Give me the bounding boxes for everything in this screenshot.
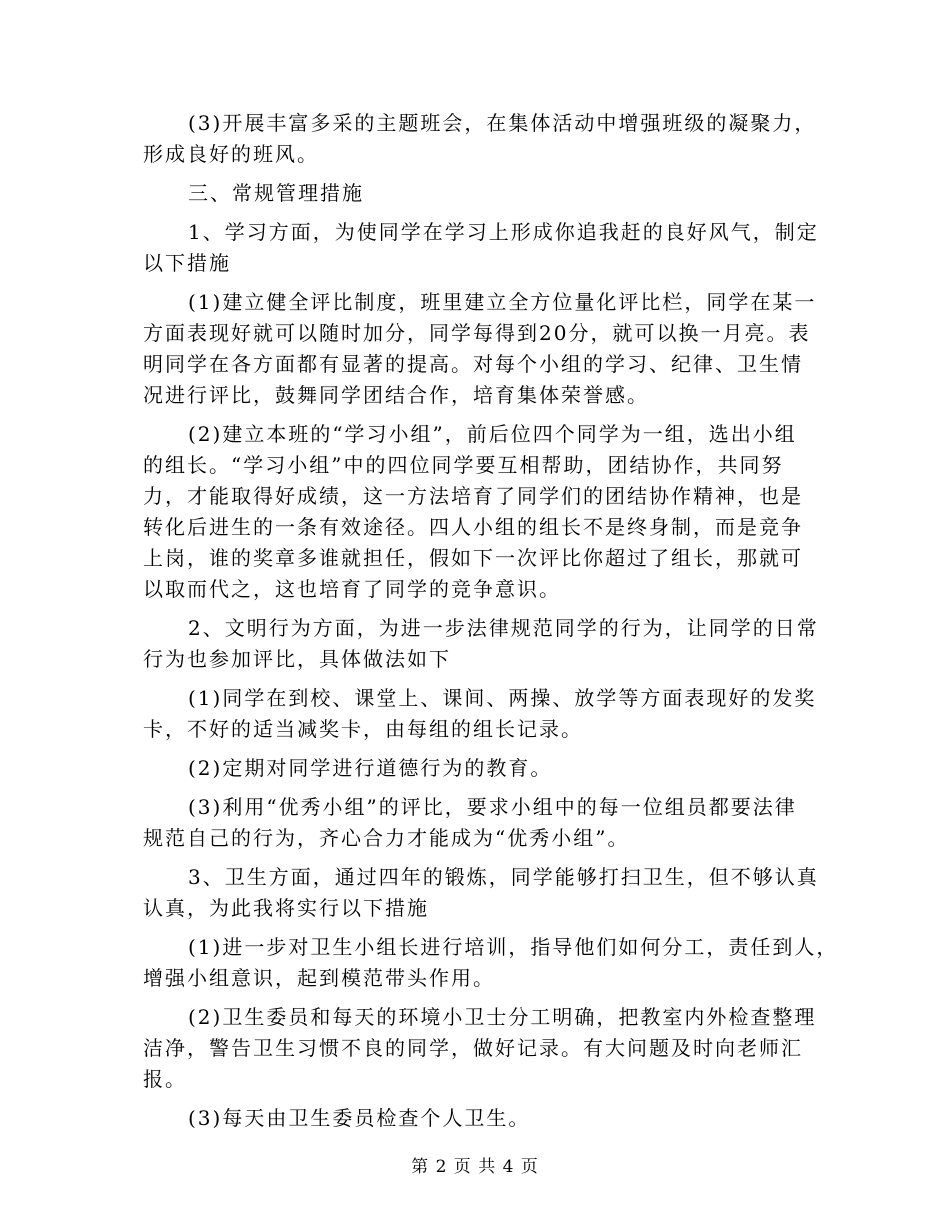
text-line: (1)同学在到校、课堂上、课间、两操、放学等方面表现好的发奖 <box>188 686 817 710</box>
text-line: 况进行评比，鼓舞同学团结合作，培育集体荣誉感。 <box>143 383 649 407</box>
text-line: (2)定期对同学进行道德行为的教育。 <box>188 756 553 780</box>
text-line: (2)建立本班的“学习小组”，前后位四个同学为一组，选出小组 <box>188 422 797 446</box>
text-line: 增强小组意识，起到模范带头作用。 <box>143 966 495 990</box>
text-line: 1、学习方面，为使同学在学习上形成你追我赶的良好风气，制定 <box>188 220 819 244</box>
text-line: 方面表现好就可以随时加分，同学每得到20分，就可以换一月亮。表 <box>143 321 811 345</box>
paragraph <box>143 108 817 170</box>
paragraph <box>143 1002 817 1095</box>
text-line: 洁净，警告卫生习惯不良的同学，做好记录。有大问题及时向老师汇 <box>143 1036 803 1060</box>
text-line: 认真，为此我将实行以下措施 <box>143 896 429 920</box>
text-line: 明同学在各方面都有显著的提高。对每个小组的学习、纪律、卫生情 <box>143 352 803 376</box>
text-line: 力，才能取得好成绩，这一方法培育了同学们的团结协作精神，也是 <box>143 484 803 508</box>
paragraph <box>143 862 819 924</box>
paragraph <box>143 683 817 745</box>
text-line: 2、文明行为方面，为进一步法律规范同学的行为，让同学的日常 <box>188 616 819 640</box>
text-line: (3)每天由卫生委员检查个人卫生。 <box>188 1106 531 1130</box>
text-line: (2)卫生委员和每天的环境小卫士分工明确，把教室内外检查整理 <box>188 1005 817 1029</box>
text-line: 的组长。“学习小组”中的四位同学要互相帮助，团结协作，共同努 <box>143 453 784 477</box>
text-line: 卡，不好的适当减奖卡，由每组的组长记录。 <box>143 717 583 741</box>
paragraph <box>143 932 839 994</box>
text-line: (3)利用“优秀小组”的评比，要求小组中的每一位组员都要法律 <box>188 795 797 819</box>
text-line: 以下措施 <box>143 251 231 275</box>
text-line: (3)开展丰富多采的主题班会，在集体活动中增强班级的凝聚力， <box>188 111 817 135</box>
text-line: 形成良好的班风。 <box>143 142 319 166</box>
text-line: (1)建立健全评比制度，班里建立全方位量化评比栏，同学在某一 <box>188 290 817 314</box>
text-line: 转化后进生的一条有效途径。四人小组的组长不是终身制，而是竞争 <box>143 515 803 539</box>
paragraph <box>143 792 813 854</box>
page-number-footer: 第 2 页 共 4 页 <box>411 1157 539 1177</box>
text-line: 上岗，谁的奖章多谁就担任，假如下一次评比你超过了组长，那就可 <box>143 546 803 570</box>
paragraph <box>143 217 819 279</box>
text-line: 报。 <box>143 1067 187 1091</box>
text-line: (1)进一步对卫生小组长进行培训，指导他们如何分工，责任到人， <box>188 935 839 959</box>
text-line: 规范自己的行为，齐心合力才能成为“优秀小组”。 <box>143 826 630 850</box>
text-line: 以取而代之，这也培育了同学的竞争意识。 <box>143 577 561 601</box>
paragraph <box>143 753 813 784</box>
text-line: 行为也参加评比，具体做法如下 <box>143 647 451 671</box>
paragraph <box>143 613 819 675</box>
text-line: 三、常规管理措施 <box>188 181 364 205</box>
paragraph <box>143 287 817 411</box>
paragraph <box>143 1103 813 1134</box>
section-heading <box>143 178 813 209</box>
paragraph <box>143 419 813 605</box>
document-body <box>143 108 839 1134</box>
text-line: 3、卫生方面，通过四年的锻炼，同学能够打扫卫生，但不够认真 <box>188 865 819 889</box>
